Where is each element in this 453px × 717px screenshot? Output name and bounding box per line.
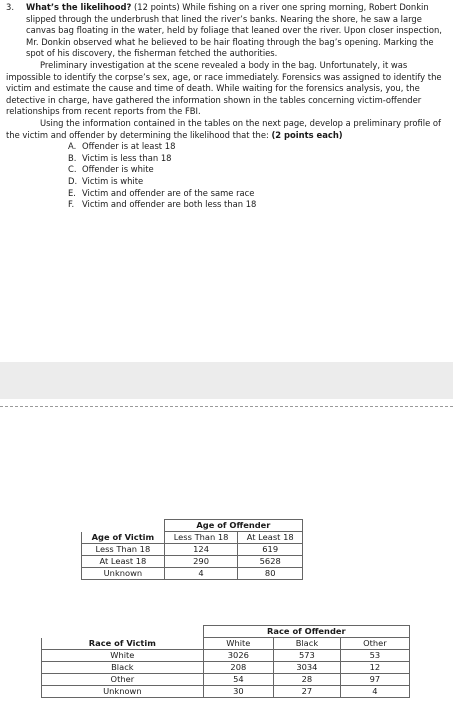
option-text: Offender is at least 18 [82,141,176,152]
table-cell: 3034 [274,662,341,674]
option-letter: E. [68,187,76,198]
question-intro [26,2,446,60]
question-number: 3. [6,2,14,12]
table-cell: 4 [340,686,409,698]
race-table-group-header: Race of Offender [203,626,409,638]
table-cell: 619 [238,544,303,556]
table-cell: 290 [164,556,238,568]
option-a [68,141,446,153]
question-title: What’s the likelihood? [26,2,132,12]
table-row [42,626,410,638]
column-header: Other [340,638,409,650]
table-cell: 54 [203,674,273,686]
table-corner [42,626,204,638]
option-text: Victim and offender are of the same race [82,187,255,198]
table-cell: 30 [203,686,273,698]
question-block [6,2,446,211]
table-cell: 28 [274,674,341,686]
row-label: Unknown [42,686,204,698]
paragraph-3-points: (2 points each) [271,129,343,140]
page-break-band [0,362,453,399]
row-label: Other [42,674,204,686]
option-text: Victim is less than 18 [82,152,172,163]
option-d [68,176,446,188]
answer-options [68,141,446,211]
table-cell: 5628 [238,556,303,568]
option-letter: B. [68,152,77,163]
option-letter: D. [68,175,78,186]
row-label: Unknown [82,568,165,580]
age-table-group-header: Age of Offender [164,520,302,532]
question-paragraph-3 [6,118,446,141]
table-row [42,674,410,686]
table-row [42,686,410,698]
age-table [81,519,303,580]
question-points: (12 points) [134,2,180,12]
table-row [82,544,303,556]
row-label: At Least 18 [82,556,165,568]
row-label: White [42,650,204,662]
table-row [82,568,303,580]
race-table [41,625,410,698]
table-cell: 124 [164,544,238,556]
option-text: Victim is white [82,175,144,186]
option-letter: C. [68,164,77,175]
option-text: Offender is white [82,164,154,175]
table-row [82,532,303,544]
table-cell: 80 [238,568,303,580]
age-table-row-header: Age of Victim [82,532,165,544]
option-c [68,164,446,176]
option-e [68,188,446,200]
table-cell: 27 [274,686,341,698]
table-row [82,556,303,568]
table-cell: 4 [164,568,238,580]
row-label: Black [42,662,204,674]
option-f [68,199,446,211]
table-cell: 208 [203,662,273,674]
column-header: Black [274,638,341,650]
table-cell: 573 [274,650,341,662]
option-b [68,153,446,165]
column-header: Less Than 18 [164,532,238,544]
column-header: White [203,638,273,650]
question-intro-text: While fishing on a river one spring morning, Robert Donkin slipped through the underbrush that lined the river’s banks. Nearing the shore, he saw a large canvas bag floating in the water, held by foliage that leaned over the river. Upon closer inspection, Mr. Donkin observed what he believed to be hair floating through the bag’s opening. Marking the spot of his discovery, the fisherman fetched the authorities. [26,2,442,59]
race-table-row-header: Race of Victim [42,638,204,650]
row-label: Less Than 18 [82,544,165,556]
paragraph-3-text: Using the information contained in the tables on the next page, develop a preliminary profile of the victim and offender by determining the likelihood that the: [6,117,441,140]
option-letter: A. [68,141,77,152]
table-cell: 53 [340,650,409,662]
option-text: Victim and offender are both less than 18 [82,199,257,210]
table-cell: 12 [340,662,409,674]
column-header: At Least 18 [238,532,303,544]
table-corner [82,520,165,532]
table-cell: 97 [340,674,409,686]
table-row [42,638,410,650]
table-row [82,520,303,532]
table-row [42,662,410,674]
table-cell: 3026 [203,650,273,662]
question-paragraph-2: Preliminary investigation at the scene revealed a body in the bag. Unfortunately, it was impossible to identify the corpse’s sex, age, or race immediately. Forensics was assigned to identify the victim and estimate the cause and time of death. While waiting for the forensics analysis, you, the detective in charge, have gathered the information shown in the tables concerning victim-offender relationships from recent reports from the FBI. [6,59,442,117]
page-break-divider [0,406,453,407]
table-row [42,650,410,662]
option-letter: F. [68,199,75,210]
